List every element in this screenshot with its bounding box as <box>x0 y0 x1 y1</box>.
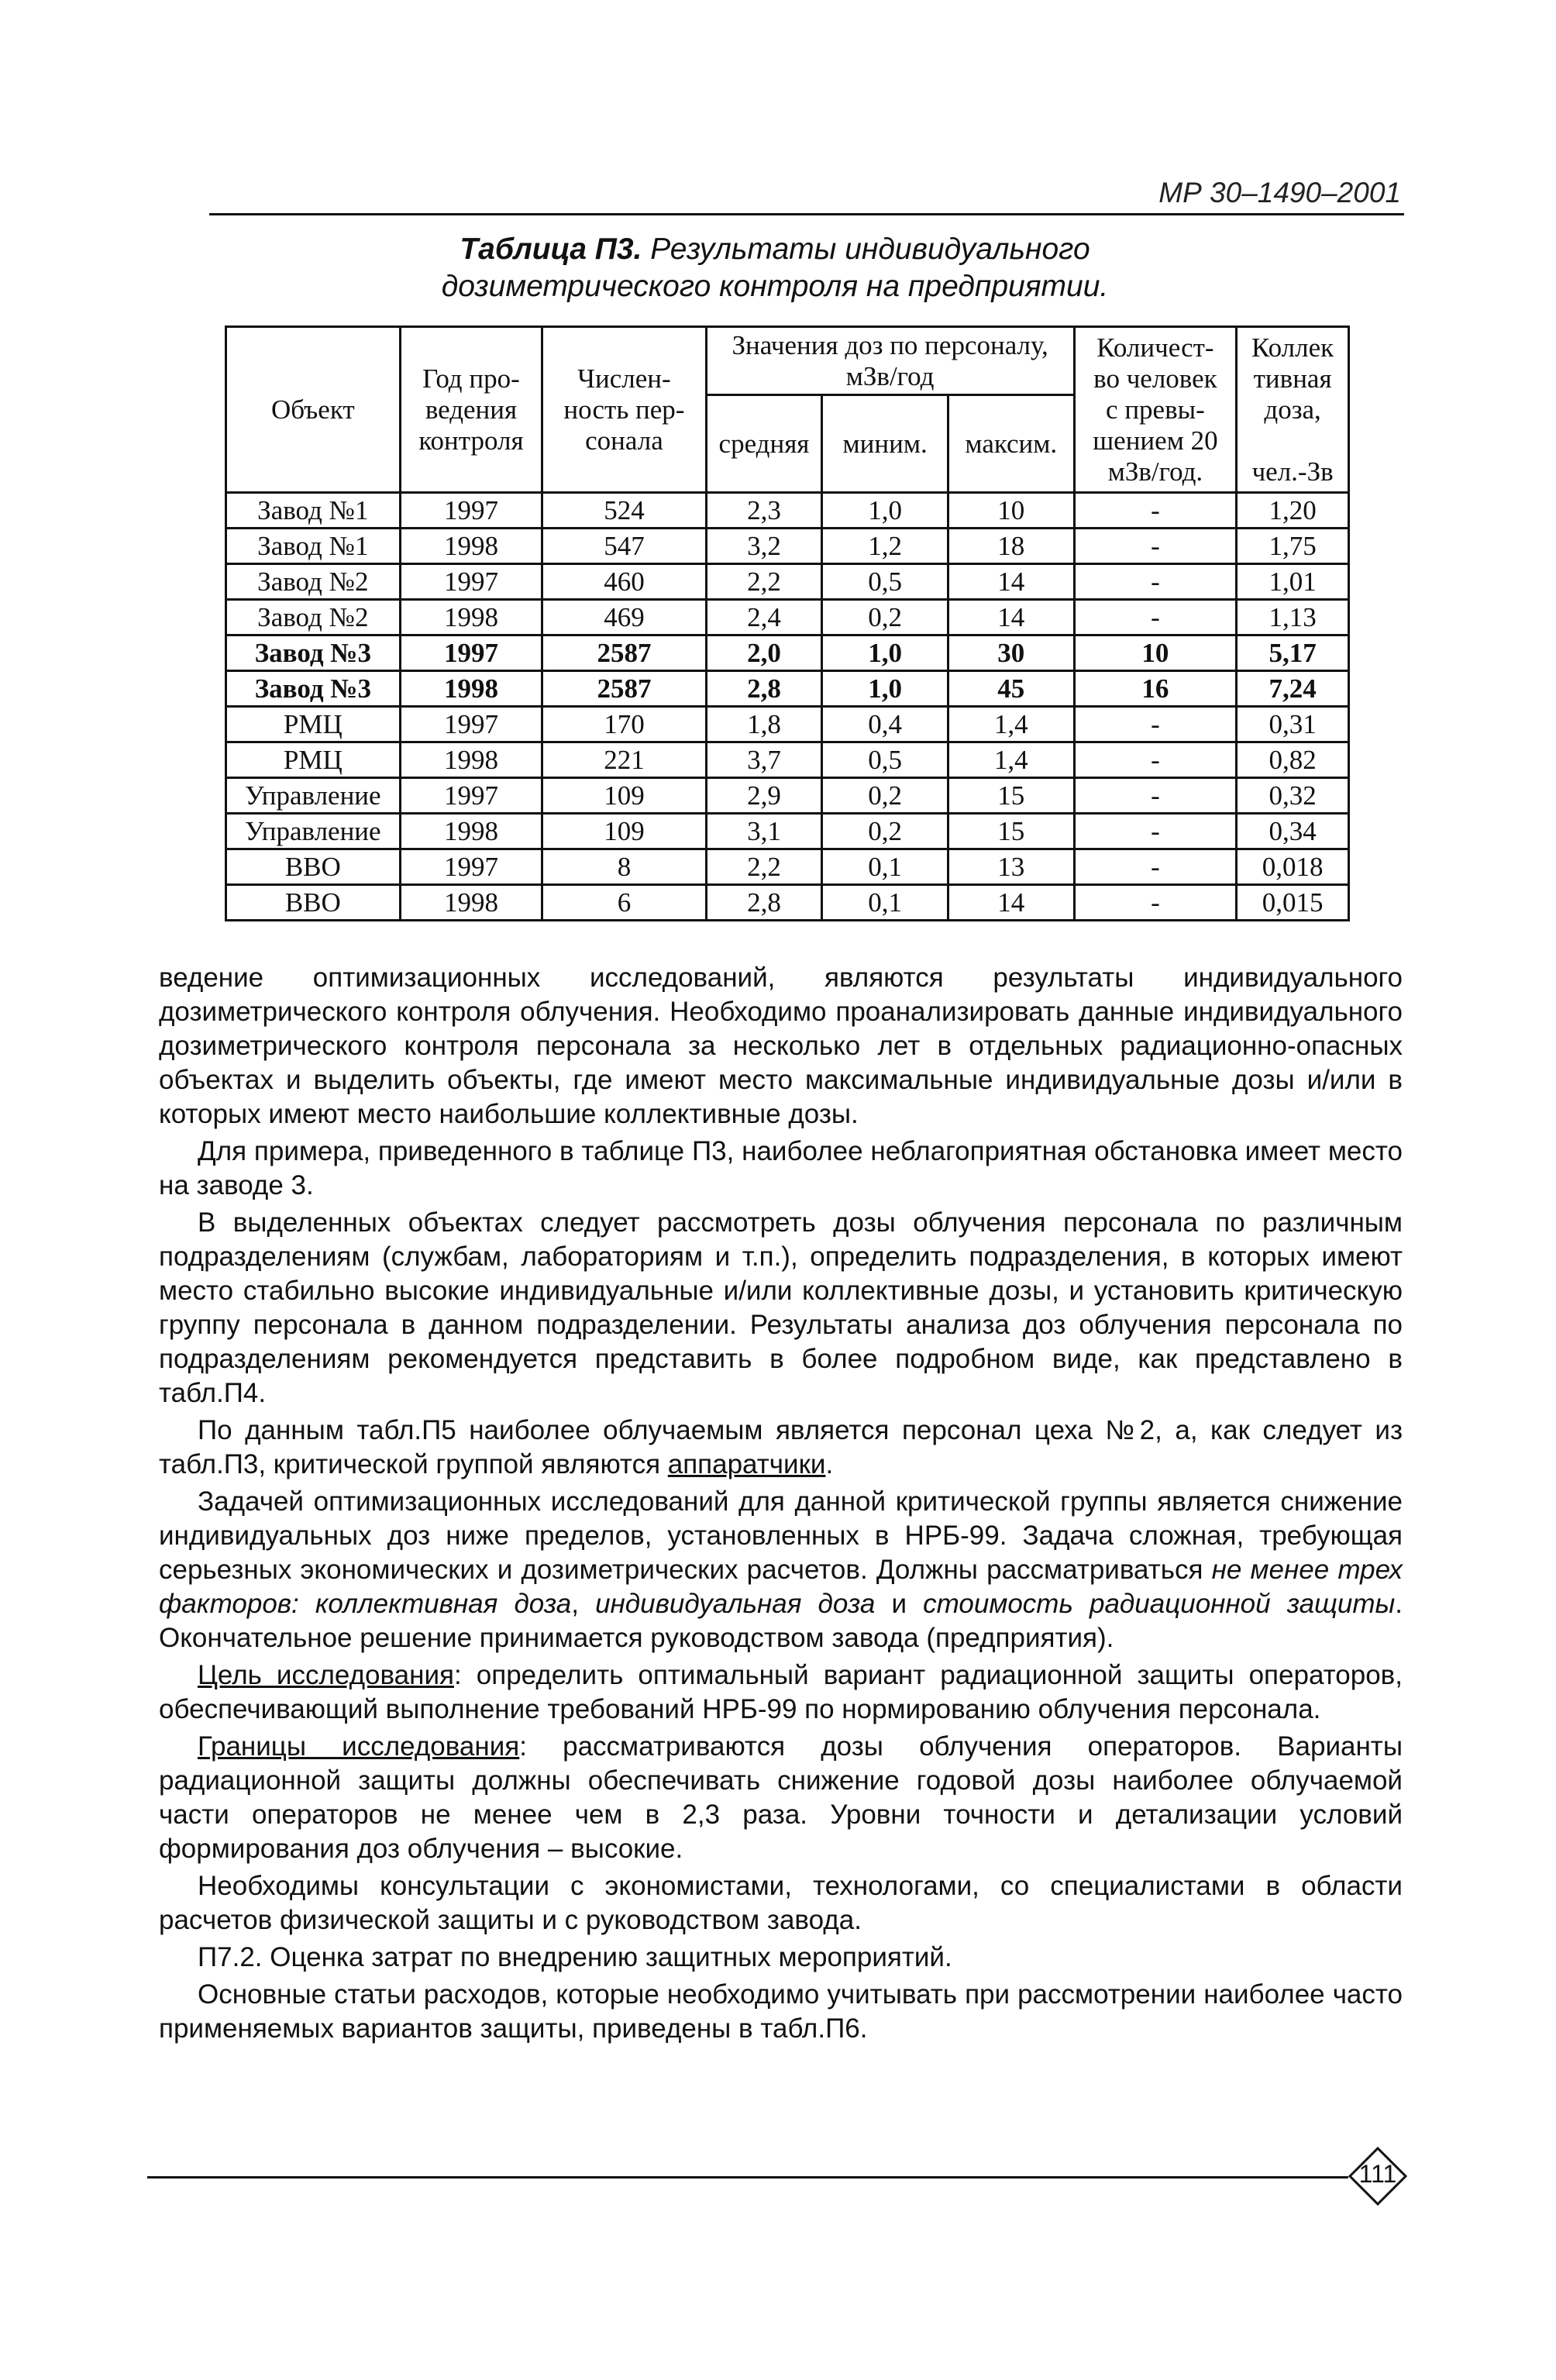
cell-max: 15 <box>948 778 1074 814</box>
cell-count: 221 <box>542 742 706 778</box>
cell-count: 460 <box>542 564 706 600</box>
table-caption <box>232 231 1317 305</box>
cell-max: 18 <box>948 529 1074 564</box>
header-min: миним. <box>822 395 948 493</box>
header-rule <box>209 213 1404 215</box>
cell-avg: 2,9 <box>706 778 822 814</box>
cell-max: 13 <box>948 849 1074 885</box>
cell-avg: 2,8 <box>706 671 822 707</box>
p4-start: По данным табл.П5 наиболее облучаемым является персонал цеха №2, а, как следует из табл.П3, критической группой являются <box>159 1415 1403 1479</box>
cell-year: 1998 <box>400 814 542 849</box>
table-row <box>226 849 1349 885</box>
cell-collective: 0,31 <box>1237 707 1349 742</box>
cell-min: 1,0 <box>822 671 948 707</box>
footer-rule <box>147 2176 1348 2179</box>
cell-min: 1,2 <box>822 529 948 564</box>
cell-object: Завод №2 <box>226 600 401 635</box>
caption-title-2: дозиметрического контроля на предприятии. <box>441 270 1109 303</box>
cell-max: 10 <box>948 493 1074 529</box>
header-max: максим. <box>948 395 1074 493</box>
dose-table-body <box>226 493 1349 921</box>
p4-end: . <box>825 1449 834 1479</box>
cell-max: 15 <box>948 814 1074 849</box>
dose-table <box>225 325 1350 921</box>
cell-collective: 0,34 <box>1237 814 1349 849</box>
cell-avg: 2,2 <box>706 564 822 600</box>
table-row <box>226 671 1349 707</box>
cell-exceed: - <box>1074 493 1237 529</box>
p5-mid-2: и <box>875 1589 924 1619</box>
cell-exceed: - <box>1074 742 1237 778</box>
cell-avg: 3,7 <box>706 742 822 778</box>
cell-count: 524 <box>542 493 706 529</box>
cell-avg: 2,3 <box>706 493 822 529</box>
cell-exceed: - <box>1074 885 1237 921</box>
header-exceed: Количест- во человек с превы- шением 20 мЗв/год. <box>1074 327 1237 493</box>
cell-object: ВВО <box>226 849 401 885</box>
cell-year: 1997 <box>400 707 542 742</box>
cell-max: 14 <box>948 885 1074 921</box>
cell-max: 14 <box>948 564 1074 600</box>
cell-exceed: - <box>1074 778 1237 814</box>
p7-text: : рассматриваются дозы облучения операторов. Варианты радиационной защиты должны обеспечивать снижение годовой дозы наиболее облучаемой части операторов не менее чем в 2,3 раза. Уровни точности и детализации условий формирования доз облучения – высокие. <box>159 1731 1403 1864</box>
cell-count: 2587 <box>542 635 706 671</box>
cell-avg: 2,8 <box>706 885 822 921</box>
cell-max: 14 <box>948 600 1074 635</box>
caption-label: Таблица П3. <box>460 232 642 266</box>
cell-year: 1997 <box>400 778 542 814</box>
cell-object: Управление <box>226 778 401 814</box>
cell-count: 109 <box>542 778 706 814</box>
cell-count: 469 <box>542 600 706 635</box>
p5-mid-1: , <box>571 1589 596 1619</box>
p6-text: : определить оптимальный вариант радиационной защиты операторов, обеспечивающий выполнение требований НРБ-99 по нормированию облучения персонала. <box>159 1660 1403 1724</box>
cell-year: 1997 <box>400 635 542 671</box>
cell-collective: 0,32 <box>1237 778 1349 814</box>
cell-object: Завод №1 <box>226 493 401 529</box>
cell-exceed: 16 <box>1074 671 1237 707</box>
cell-exceed: - <box>1074 707 1237 742</box>
cell-avg: 1,8 <box>706 707 822 742</box>
paragraph-6 <box>159 1658 1403 1727</box>
header-collective: Коллек тивная доза, чел.-Зв <box>1237 327 1349 493</box>
table-row <box>226 814 1349 849</box>
cell-collective: 5,17 <box>1237 635 1349 671</box>
cell-min: 0,2 <box>822 814 948 849</box>
paragraph-5 <box>159 1485 1403 1655</box>
p5-italic-3: стоимость радиационной защиты <box>923 1589 1396 1619</box>
cell-year: 1997 <box>400 849 542 885</box>
cell-year: 1998 <box>400 600 542 635</box>
cell-max: 1,4 <box>948 742 1074 778</box>
p4-underline: аппаратчики <box>667 1449 826 1479</box>
table-row <box>226 493 1349 529</box>
cell-year: 1997 <box>400 493 542 529</box>
cell-count: 109 <box>542 814 706 849</box>
table-row <box>226 635 1349 671</box>
header-object: Объект <box>226 327 401 493</box>
cell-year: 1998 <box>400 529 542 564</box>
cell-year: 1998 <box>400 742 542 778</box>
cell-collective: 0,018 <box>1237 849 1349 885</box>
cell-exceed: - <box>1074 564 1237 600</box>
document-code: МР 30–1490–2001 <box>1158 177 1401 208</box>
table-row <box>226 885 1349 921</box>
p5-italic-1: не менее трех факторов: коллективная доза <box>159 1555 1403 1619</box>
paragraph-1: ведение оптимизационных исследований, являются результаты индивидуального дозиметрического контроля облучения. Необходимо проанализировать данные индивидуального дозиметрического контроля персонала за несколько лет в отдельных радиационно-опасных объектах и выделить объекты, где имеют место максимальные индивидуальные дозы и/или в которых имеют место наибольшие коллективные дозы. <box>159 963 1403 1129</box>
cell-min: 1,0 <box>822 493 948 529</box>
cell-max: 1,4 <box>948 707 1074 742</box>
table-row <box>226 600 1349 635</box>
cell-min: 0,5 <box>822 564 948 600</box>
p5-end: . Окончательное решение принимается руководством завода (предприятия). <box>159 1589 1403 1653</box>
cell-collective: 1,20 <box>1237 493 1349 529</box>
p5-italic-2: индивидуальная доза <box>595 1589 876 1619</box>
cell-collective: 7,24 <box>1237 671 1349 707</box>
table-row <box>226 529 1349 564</box>
paragraph-10: Основные статьи расходов, которые необходимо учитывать при рассмотрении наиболее часто применяемых вариантов защиты, приведены в табл.П6. <box>159 1979 1403 2044</box>
paragraph-9: П7.2. Оценка затрат по внедрению защитных мероприятий. <box>198 1942 952 1972</box>
caption-line-1 <box>232 231 1317 268</box>
table-row <box>226 707 1349 742</box>
cell-avg: 3,2 <box>706 529 822 564</box>
paragraph-4 <box>159 1414 1403 1482</box>
cell-min: 0,4 <box>822 707 948 742</box>
p5-start: Задачей оптимизационных исследований для данной критической группы является снижение индивидуальных доз ниже пределов, установленных в НРБ-99. Задача сложная, требующая серьезных экономических и дозиметрических расчетов. Должны рассматриваться <box>159 1486 1403 1585</box>
header-count: Числен- ность пер- сонала <box>542 327 706 493</box>
cell-year: 1997 <box>400 564 542 600</box>
body-text <box>159 961 1403 2049</box>
page-number: 111 <box>1358 2160 1397 2188</box>
cell-collective: 1,75 <box>1237 529 1349 564</box>
cell-collective: 1,01 <box>1237 564 1349 600</box>
cell-object: Завод №1 <box>226 529 401 564</box>
p7-label: Границы исследования <box>198 1731 520 1762</box>
table-row <box>226 778 1349 814</box>
page-number-badge <box>1347 2145 1409 2207</box>
cell-max: 45 <box>948 671 1074 707</box>
cell-object: Управление <box>226 814 401 849</box>
p6-label: Цель исследования <box>198 1660 454 1690</box>
cell-collective: 1,13 <box>1237 600 1349 635</box>
cell-exceed: - <box>1074 600 1237 635</box>
cell-avg: 2,4 <box>706 600 822 635</box>
cell-count: 170 <box>542 707 706 742</box>
table-row <box>226 742 1349 778</box>
cell-year: 1998 <box>400 885 542 921</box>
cell-min: 0,5 <box>822 742 948 778</box>
cell-count: 8 <box>542 849 706 885</box>
cell-min: 0,2 <box>822 600 948 635</box>
cell-object: Завод №3 <box>226 635 401 671</box>
cell-min: 0,2 <box>822 778 948 814</box>
cell-collective: 0,015 <box>1237 885 1349 921</box>
paragraph-7 <box>159 1730 1403 1866</box>
cell-object: Завод №3 <box>226 671 401 707</box>
cell-object: РМЦ <box>226 707 401 742</box>
cell-min: 0,1 <box>822 885 948 921</box>
cell-count: 2587 <box>542 671 706 707</box>
header-doses-group: Значения доз по персоналу, мЗв/год <box>706 327 1074 395</box>
cell-max: 30 <box>948 635 1074 671</box>
cell-avg: 2,0 <box>706 635 822 671</box>
cell-year: 1998 <box>400 671 542 707</box>
cell-exceed: - <box>1074 529 1237 564</box>
cell-object: РМЦ <box>226 742 401 778</box>
cell-exceed: - <box>1074 814 1237 849</box>
cell-collective: 0,82 <box>1237 742 1349 778</box>
table-row <box>226 564 1349 600</box>
cell-exceed: - <box>1074 849 1237 885</box>
cell-count: 6 <box>542 885 706 921</box>
header-year: Год про- ведения контроля <box>400 327 542 493</box>
cell-object: Завод №2 <box>226 564 401 600</box>
cell-avg: 3,1 <box>706 814 822 849</box>
paragraph-8: Необходимы консультации с экономистами, технологами, со специалистами в области расчетов физической защиты и с руководством завода. <box>159 1871 1403 1935</box>
cell-exceed: 10 <box>1074 635 1237 671</box>
paragraph-2: Для примера, приведенного в таблице П3, наиболее неблагоприятная обстановка имеет место на заводе 3. <box>159 1136 1403 1200</box>
caption-title-1: Результаты индивидуального <box>650 232 1090 266</box>
cell-object: ВВО <box>226 885 401 921</box>
cell-min: 0,1 <box>822 849 948 885</box>
paragraph-3: В выделенных объектах следует рассмотреть дозы облучения персонала по различным подразделениям (службам, лабораториям и т.п.), определить подразделения, в которых имеют место стабильно высокие индивидуальные и/или коллективные дозы, и установить критическую группу персонала в данном подразделении. Результаты анализа доз облучения персонала по подразделениям рекомендуется представить в более подробном виде, как представлено в табл.П4. <box>159 1207 1403 1408</box>
cell-min: 1,0 <box>822 635 948 671</box>
cell-avg: 2,2 <box>706 849 822 885</box>
cell-count: 547 <box>542 529 706 564</box>
header-avg: средняя <box>706 395 822 493</box>
